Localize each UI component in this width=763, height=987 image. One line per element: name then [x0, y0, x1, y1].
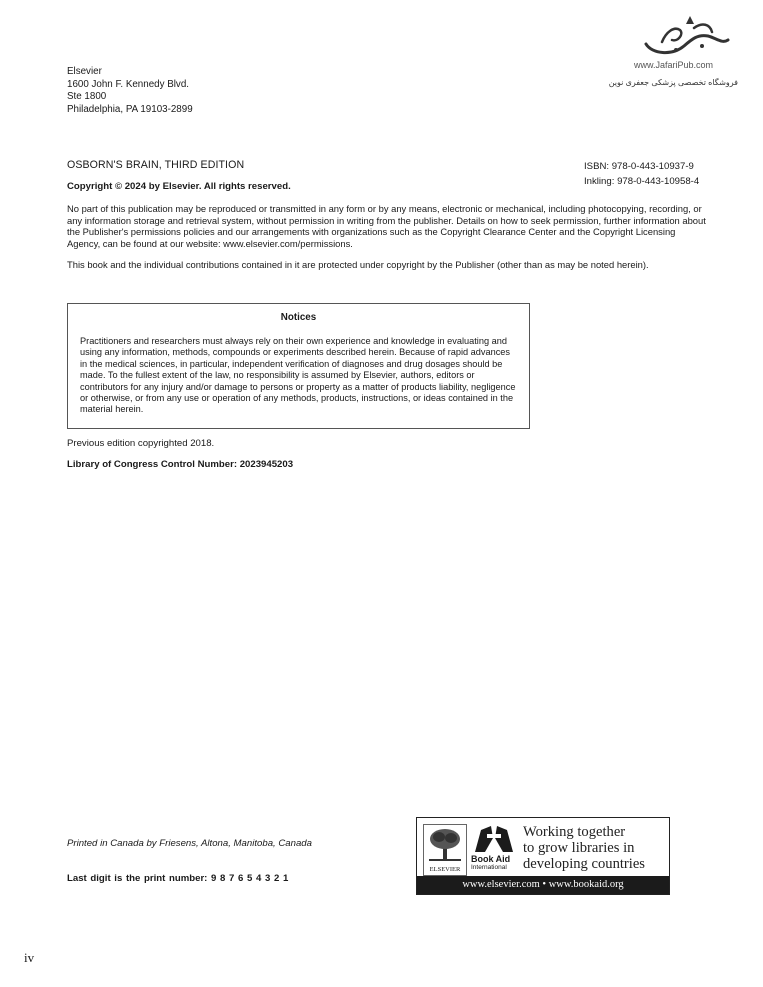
book-aid-sub: International: [471, 864, 507, 871]
address-line: Ste 1800: [67, 91, 107, 103]
page-number: iv: [24, 950, 35, 965]
calligraphy-logo-icon: [632, 14, 732, 58]
loc-control-number: Library of Congress Control Number: 2023945203: [67, 459, 294, 470]
book-aid-label: Book Aid: [471, 854, 511, 864]
notices-title: Notices: [280, 312, 317, 323]
elsevier-logo: [423, 824, 467, 876]
elsevier-tree-icon: [425, 827, 465, 863]
watermark-url: www.JafariPub.com: [634, 60, 714, 70]
hands-book-icon: [471, 824, 517, 854]
book-title: OSBORN'S BRAIN, THIRD EDITION: [67, 159, 245, 171]
notices-body: Practitioners and researchers must always rely on their own experience and knowledge in evaluating and using any information, methods, compounds or experiments described herein. Because of rapid advances in the medical sciences, in particular, independent verification of diagnoses and drug dosages should be made. To the fullest extent of the law, no responsibility is assumed by Elsevier, authors, editors or contributors for any injury and/or damage to persons or property as a matter of products liability, negligence or otherwise, or from any use or operation of any methods, products, instructions, or ideas contained in the material herein.: [80, 336, 516, 415]
copyright-line: Copyright © 2024 by Elsevier. All rights reserved.: [67, 181, 291, 192]
elsevier-label: ELSEVIER: [429, 866, 461, 873]
slogan-line: developing countries: [523, 856, 645, 872]
book-aid-mark: [469, 824, 519, 874]
book-aid-logo: [416, 817, 670, 895]
rights-paragraph: No part of this publication may be reproduced or transmitted in any form or by any means, electronic or mechanical, including photocopying, recording, or any information storage and retrieval system, without permission in writing from the publisher. Details on how to seek permission, further information about the Publisher's permissions policies and our arrangements with organizations such as the Copyright Clearance Center and the Copyright Licensing Agency, can be found at our website: www.elsevier.com/permissions.: [67, 203, 706, 249]
watermark-subtitle: فروشگاه تخصصی پزشکی جعفری نوین: [608, 78, 738, 87]
notices-box: [67, 303, 530, 429]
isbn-block: [584, 159, 699, 189]
inkling-isbn: Inkling: 978-0-443-10958-4: [584, 176, 700, 187]
address-line: Elsevier: [67, 66, 102, 77]
protection-paragraph: This book and the individual contributions contained in it are protected under copyright by the Publisher (other than as may be noted herein).: [67, 259, 649, 270]
slogan-line: to grow libraries in: [523, 840, 635, 856]
address-line: 1600 John F. Kennedy Blvd.: [67, 78, 190, 90]
isbn: ISBN: 978-0-443-10937-9: [584, 161, 694, 172]
slogan-line: Working together: [523, 824, 626, 840]
previous-edition: Previous edition copyrighted 2018.: [67, 438, 215, 449]
printed-in: Printed in Canada by Friesens, Altona, Manitoba, Canada: [67, 838, 312, 849]
print-number: Last digit is the print number: 9 8 7 6 5 4 3 2 1: [67, 873, 289, 884]
book-aid-footer: www.elsevier.com • www.bookaid.org: [417, 876, 669, 894]
publisher-address: [67, 66, 193, 116]
book-aid-slogan: [523, 824, 645, 872]
watermark-logo: [608, 14, 742, 94]
address-line: Philadelphia, PA 19103-2899: [67, 103, 193, 115]
